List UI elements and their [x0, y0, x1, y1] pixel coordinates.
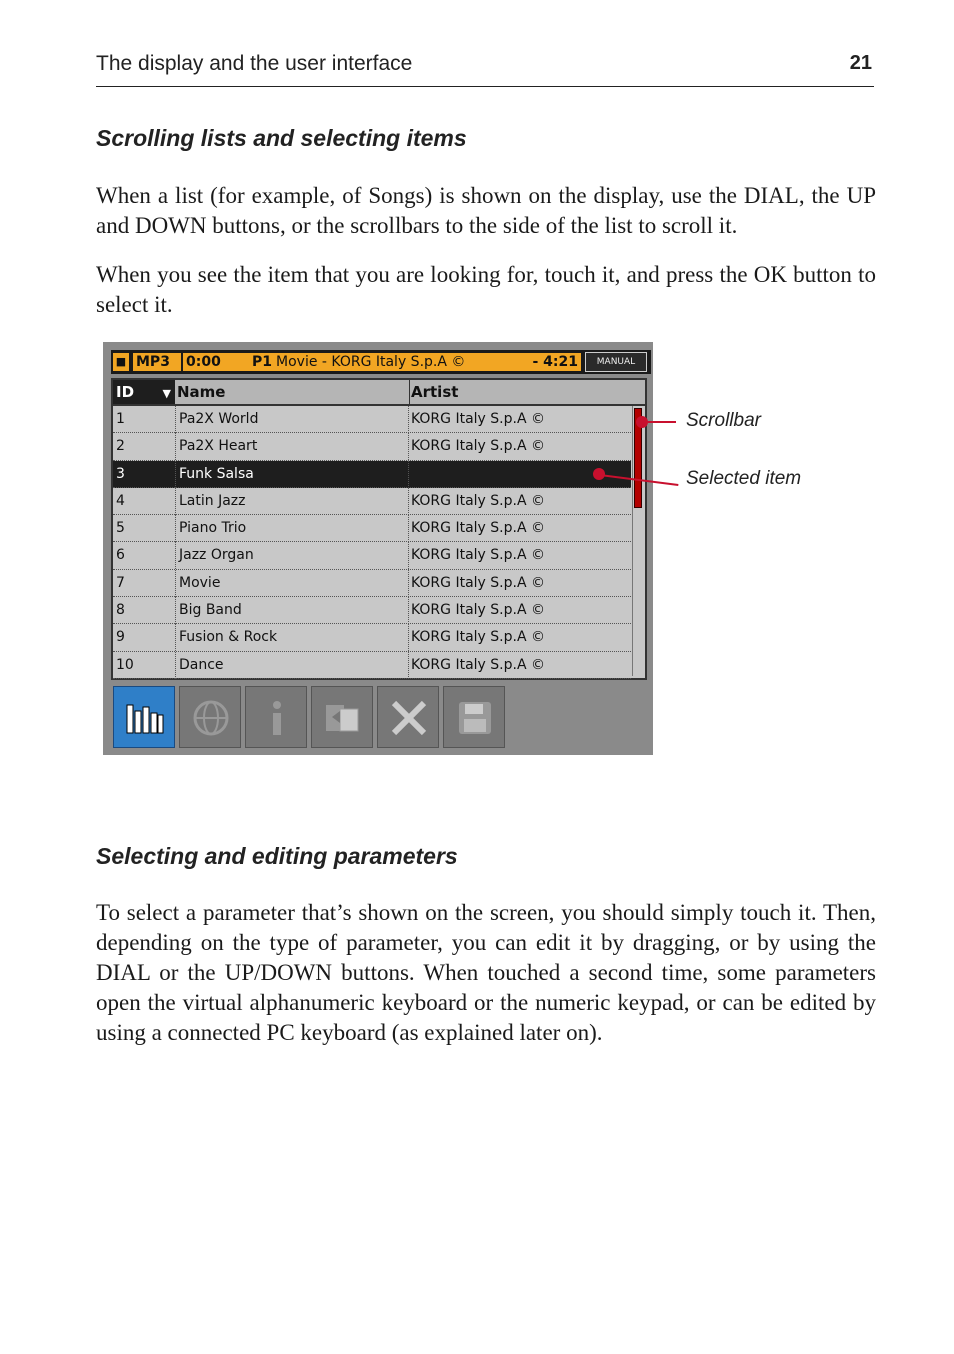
save-button[interactable] [443, 686, 505, 748]
current-song[interactable] [249, 353, 515, 371]
table-row[interactable] [113, 433, 631, 460]
row-id: 9 [116, 629, 125, 646]
row-id: 1 [116, 411, 125, 427]
cell-divider [175, 461, 176, 488]
table-row[interactable] [113, 597, 631, 624]
row-id: 4 [116, 492, 125, 509]
cell-divider [175, 624, 176, 651]
row-name: Funk Salsa [179, 465, 254, 482]
column-divider [409, 380, 410, 404]
row-id: 2 [116, 438, 125, 455]
row-name: Piano Trio [179, 520, 247, 537]
table-row[interactable] [113, 406, 631, 433]
player-label: P1 [252, 354, 273, 370]
cell-divider [408, 406, 409, 433]
row-name: Movie [179, 574, 221, 591]
list-header [113, 380, 645, 406]
library-button[interactable] [113, 686, 175, 748]
copy-file-icon [322, 697, 364, 739]
row-id: 6 [116, 547, 125, 564]
row-id: 10 [116, 656, 134, 673]
row-artist: KORG Italy S.p.A © [411, 411, 545, 427]
mode-button[interactable]: MANUAL [585, 352, 647, 372]
table-row[interactable] [113, 652, 631, 679]
section-heading-scrolling: Scrolling lists and selecting items [96, 125, 467, 151]
tools-button[interactable] [377, 686, 439, 748]
page-number: 21 [849, 52, 872, 74]
row-id: 5 [116, 520, 125, 537]
row-name: Jazz Organ [179, 547, 254, 564]
paragraph-scroll: When a list (for example, of Songs) is shown on the display, use the DIAL, the UP and DOWN buttons, or the scrollbars to the side of the list to scroll it. [96, 183, 876, 238]
cell-divider [175, 433, 176, 460]
table-row[interactable] [113, 488, 631, 515]
cell-divider [408, 542, 409, 569]
row-artist: KORG Italy S.p.A © [411, 520, 545, 537]
sort-arrow-icon: ▼ [162, 387, 171, 400]
toolbar [111, 686, 651, 750]
scrollbar[interactable] [632, 406, 643, 676]
cell-divider [175, 570, 176, 597]
cell-divider [408, 652, 409, 679]
status-bar [111, 350, 651, 374]
row-artist: KORG Italy S.p.A © [411, 629, 545, 646]
row-name: Latin Jazz [179, 492, 246, 509]
stop-icon[interactable]: ■ [113, 353, 129, 371]
row-artist: KORG Italy S.p.A © [411, 574, 545, 591]
save-disk-icon [454, 697, 496, 739]
library-icon [124, 697, 166, 739]
song-list [111, 378, 647, 680]
row-id: 8 [116, 602, 125, 619]
column-id-label: ID [116, 383, 135, 401]
cell-divider [175, 597, 176, 624]
elapsed-time: 0:00 [183, 353, 249, 371]
info-icon [256, 697, 298, 739]
running-title: The display and the user interface [96, 52, 413, 75]
row-artist: KORG Italy S.p.A © [411, 438, 545, 455]
cell-divider [408, 433, 409, 460]
row-name: Pa2X Heart [179, 438, 258, 455]
selected-item-callout-label: Selected item [686, 468, 802, 489]
cell-divider [408, 624, 409, 651]
copy-file-button[interactable] [311, 686, 373, 748]
device-screen [103, 342, 653, 755]
table-row[interactable] [113, 624, 631, 651]
cell-divider [408, 461, 409, 488]
paragraph-select: When you see the item that you are looking for, touch it, and press the OK button to select it. [96, 262, 876, 317]
cell-divider [408, 515, 409, 542]
page-header [96, 50, 874, 87]
cell-divider [175, 515, 176, 542]
column-id-header[interactable] [113, 380, 175, 404]
cell-divider [175, 488, 176, 515]
row-name: Fusion & Rock [179, 629, 278, 646]
scrollbar-callout-line [648, 421, 676, 423]
column-name-header[interactable]: Name [177, 383, 226, 401]
scrollbar-callout-label: Scrollbar [686, 410, 761, 431]
cell-divider [175, 542, 176, 569]
table-row[interactable] [113, 570, 631, 597]
song-title: Movie - KORG Italy S.p.A © [276, 354, 466, 370]
row-name: Big Band [179, 602, 242, 619]
selected-table-row[interactable] [113, 461, 631, 488]
cell-divider [175, 652, 176, 679]
column-artist-header[interactable]: Artist [411, 383, 459, 401]
table-row[interactable] [113, 515, 631, 542]
list-rows [113, 406, 631, 679]
cell-divider [175, 406, 176, 433]
section-heading-parameters: Selecting and editing parameters [96, 843, 458, 869]
row-artist: KORG Italy S.p.A © [411, 492, 545, 509]
globe-icon [190, 697, 232, 739]
row-artist: KORG Italy S.p.A © [411, 602, 545, 619]
paragraph-parameters: To select a parameter that’s shown on the screen, you should simply touch it. Then, depending on the type of parameter, you can edit it by dragging, or by using the DIAL or the UP/DOWN buttons. When touched a second time, some parameters open the virtual alphanumeric keyboard or the numeric keypad, or can be edited by using a connected PC keyboard (as explained later on). [96, 900, 876, 1045]
cell-divider [408, 488, 409, 515]
row-artist: KORG Italy S.p.A © [411, 547, 545, 564]
cell-divider [408, 597, 409, 624]
cell-divider [408, 570, 409, 597]
row-artist: KORG Italy S.p.A © [411, 656, 545, 673]
globe-button[interactable] [179, 686, 241, 748]
table-row[interactable] [113, 542, 631, 569]
info-button[interactable] [245, 686, 307, 748]
remaining-time: - 4:21 [513, 353, 581, 371]
row-id: 3 [116, 465, 125, 482]
row-name: Pa2X World [179, 411, 259, 427]
source-label: MP3 [133, 353, 181, 371]
tools-icon [388, 697, 430, 739]
selected-item-callout-dot [593, 468, 605, 480]
row-name: Dance [179, 656, 224, 673]
row-id: 7 [116, 574, 125, 591]
scrollbar-callout-dot [636, 416, 648, 428]
